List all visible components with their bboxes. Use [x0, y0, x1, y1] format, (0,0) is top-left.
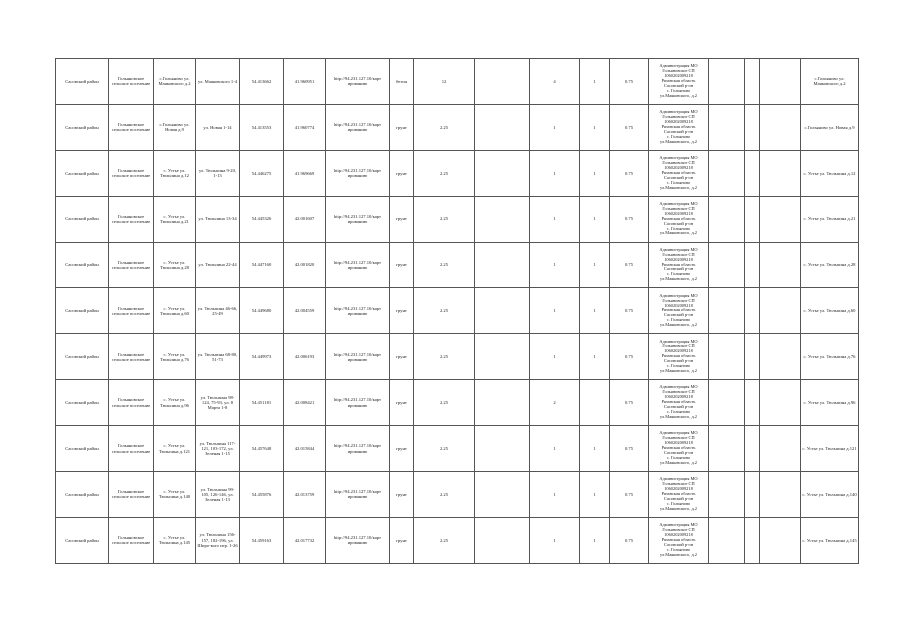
- cell-address: с. Устье ул. Тюльпина д.96: [154, 380, 196, 426]
- cell-area: 2.25: [414, 242, 475, 288]
- cell-settlement: Гольяновское сельское поселение: [109, 472, 154, 518]
- cell-admin-note: [649, 196, 709, 242]
- admin-note-line: Администрация МО: [659, 292, 698, 298]
- admin-note-line: Рязанская область: [661, 353, 696, 359]
- admin-note-line: Гольяновское СП: [662, 68, 695, 74]
- admin-note-line: Рязанская область: [661, 169, 696, 175]
- cell-address: с.Гольяново ул. Маяковского д.2: [154, 59, 196, 105]
- admin-note-line: ул.Маяковского, д.2: [660, 505, 697, 511]
- admin-note-line: ул.Маяковского, д.2: [660, 138, 697, 144]
- cell-address: с. Устье ул. Тюльпина д.140: [154, 472, 196, 518]
- cell-streets: ул. Маяковского 1-4: [196, 59, 240, 105]
- admin-note-line: ул.Маяковского, д.2: [660, 368, 697, 374]
- table-row: [56, 196, 859, 242]
- admin-note-line: Сасовский р-он: [663, 312, 694, 318]
- cell-empty: [709, 380, 745, 426]
- cell-area: 2.25: [414, 334, 475, 380]
- cell-district: Сасовский район: [56, 242, 109, 288]
- cell-empty: [475, 472, 530, 518]
- cell-lon: 42.001820: [284, 242, 326, 288]
- cell-lon: 42.017732: [284, 517, 326, 563]
- admin-note-line: Сасовский р-он: [663, 404, 694, 410]
- admin-note-line: Администрация МО: [659, 430, 698, 436]
- cell-surface: грунт: [390, 288, 414, 334]
- cell-area: 2.25: [414, 196, 475, 242]
- cell-address: с. Устье ул. Тюльпина д.12: [154, 150, 196, 196]
- cell-c2: 1: [580, 426, 610, 472]
- cell-vol: 0.75: [610, 334, 649, 380]
- cell-c2: 1: [580, 334, 610, 380]
- cell-empty: [475, 242, 530, 288]
- cell-empty: [745, 242, 760, 288]
- cell-lat: 54.447160: [240, 242, 284, 288]
- cell-lon: 41.969669: [284, 150, 326, 196]
- cell-empty: [760, 59, 801, 105]
- cell-district: Сасовский район: [56, 288, 109, 334]
- cell-empty: [475, 517, 530, 563]
- cell-empty: [745, 104, 760, 150]
- cell-streets: ул. Тюльпина 13-34: [196, 196, 240, 242]
- admin-note-line: ул.Маяковского, д.2: [660, 230, 697, 236]
- cell-lon: 42.008421: [284, 380, 326, 426]
- cell-lon: 42.013759: [284, 472, 326, 518]
- cell-url: http://94.231.127.10/карт ированию: [326, 288, 390, 334]
- cell-empty: [709, 196, 745, 242]
- cell-empty: [760, 196, 801, 242]
- table-row: [56, 472, 859, 518]
- admin-note-line: Администрация МО: [659, 63, 698, 69]
- cell-streets: ул. Тюльпина 46-66, 25-49: [196, 288, 240, 334]
- cell-c2: 1: [580, 517, 610, 563]
- cell-district: Сасовский район: [56, 426, 109, 472]
- cell-empty: [475, 196, 530, 242]
- cell-c1: 2: [530, 380, 580, 426]
- admin-note-line: 1060202009218: [664, 394, 693, 400]
- cell-owner: с.Гольяново ул. Маяковского д.2: [801, 59, 859, 105]
- cell-empty: [760, 288, 801, 334]
- admin-note-line: 1060202009218: [664, 440, 693, 446]
- admin-note-line: Рязанская область: [661, 77, 696, 83]
- admin-note-line: Администрация МО: [659, 476, 698, 482]
- cell-empty: [745, 59, 760, 105]
- admin-note-line: Рязанская область: [661, 261, 696, 267]
- cell-address: с. Устье ул. Тюльпина д.60: [154, 288, 196, 334]
- admin-note-line: ул.Маяковского, д.2: [660, 459, 697, 465]
- cell-c2: 1: [580, 150, 610, 196]
- cell-url: http://94.231.127.10/карт ированию: [326, 242, 390, 288]
- cell-lat: 54.413662: [240, 59, 284, 105]
- admin-note-line: 1060202009218: [664, 73, 693, 79]
- cell-lat: 54.413553: [240, 104, 284, 150]
- cell-streets: ул. Тюльпина 9-20, 1-13: [196, 150, 240, 196]
- cell-settlement: Гольяновское сельское поселение: [109, 104, 154, 150]
- admin-note-line: 1060202009218: [664, 118, 693, 124]
- cell-owner: с. Устье ул. Тюльпина д.140: [801, 472, 859, 518]
- cell-empty: [475, 150, 530, 196]
- admin-note-line: ул.Маяковского, д.2: [660, 92, 697, 98]
- cell-owner: с. Устье ул. Тюльпина д.121: [801, 426, 859, 472]
- cell-lon: 42.001607: [284, 196, 326, 242]
- admin-note-line: ул.Маяковского, д.2: [660, 551, 697, 557]
- cell-c1: 1: [530, 426, 580, 472]
- cell-empty: [760, 150, 801, 196]
- cell-admin-note: [649, 517, 709, 563]
- cell-c1: 1: [530, 517, 580, 563]
- admin-note-line: Рязанская область: [661, 445, 696, 451]
- table-row: [56, 426, 859, 472]
- cell-url: http://94.231.127.10/карт ированию: [326, 196, 390, 242]
- cell-empty: [709, 426, 745, 472]
- cell-lon: 41.960774: [284, 104, 326, 150]
- admin-note-line: с. Гольяново: [666, 271, 691, 277]
- cell-lon: 42.004559: [284, 288, 326, 334]
- table-body: [56, 59, 859, 564]
- cell-empty: [709, 59, 745, 105]
- cell-lat: 54.451181: [240, 380, 284, 426]
- cell-streets: ул. Тюльпина 99-105, 126-146, ул. Зеленая 1-13: [196, 472, 240, 518]
- cell-owner: с. Устье ул. Тюльпина д.76: [801, 334, 859, 380]
- cell-url: http://94.231.127.10/карт ированию: [326, 334, 390, 380]
- admin-note-line: 1060202009218: [664, 302, 693, 308]
- cell-settlement: Гольяновское сельское поселение: [109, 59, 154, 105]
- cell-district: Сасовский район: [56, 104, 109, 150]
- cell-c2: 1: [580, 104, 610, 150]
- cell-empty: [745, 472, 760, 518]
- cell-c1: 1: [530, 288, 580, 334]
- admin-note-line: 1060202009218: [664, 164, 693, 170]
- cell-url: http://94.231.127.10/карт ированию: [326, 104, 390, 150]
- cell-area: 2.25: [414, 426, 475, 472]
- cell-empty: [745, 426, 760, 472]
- cell-empty: [745, 334, 760, 380]
- cell-address: с. Устье ул. Тюльпина д.121: [154, 426, 196, 472]
- cell-streets: ул. Тюльпина 98-124, 75-93, ул. 8 Марта 1-8: [196, 380, 240, 426]
- cell-url: http://94.231.127.10/карт ированию: [326, 380, 390, 426]
- cell-admin-note: [649, 242, 709, 288]
- admin-note-line: с. Гольяново: [666, 317, 691, 323]
- cell-surface: грунт: [390, 472, 414, 518]
- cell-district: Сасовский район: [56, 334, 109, 380]
- cell-c2: [580, 380, 610, 426]
- cell-empty: [709, 334, 745, 380]
- cell-c1: 1: [530, 472, 580, 518]
- cell-area: 2.25: [414, 288, 475, 334]
- admin-note-line: Гольяновское СП: [662, 389, 695, 395]
- cell-c2: 1: [580, 288, 610, 334]
- cell-vol: 0.75: [610, 242, 649, 288]
- cell-area: 2.25: [414, 517, 475, 563]
- table-row: [56, 104, 859, 150]
- admin-note-line: Рязанская область: [661, 399, 696, 405]
- admin-note-line: с. Гольяново: [666, 454, 691, 460]
- cell-district: Сасовский район: [56, 380, 109, 426]
- cell-empty: [745, 517, 760, 563]
- admin-note-line: Гольяновское СП: [662, 114, 695, 120]
- table-row: [56, 59, 859, 105]
- admin-note-line: Гольяновское СП: [662, 251, 695, 257]
- cell-vol: 0.75: [610, 472, 649, 518]
- admin-note-line: Гольяновское СП: [662, 343, 695, 349]
- admin-note-line: с. Гольяново: [666, 133, 691, 139]
- admin-note-line: Рязанская область: [661, 307, 696, 313]
- cell-settlement: Гольяновское сельское поселение: [109, 242, 154, 288]
- cell-streets: ул. Тюльпина 68-80, 51-73: [196, 334, 240, 380]
- admin-note-line: Сасовский р-он: [663, 450, 694, 456]
- cell-c1: 1: [530, 150, 580, 196]
- admin-note-line: с. Гольяново: [666, 179, 691, 185]
- cell-streets: ул. Новая 1-14: [196, 104, 240, 150]
- cell-admin-note: [649, 59, 709, 105]
- cell-settlement: Гольяновское сельское поселение: [109, 380, 154, 426]
- cell-district: Сасовский район: [56, 196, 109, 242]
- cell-empty: [475, 59, 530, 105]
- cell-area: 2.25: [414, 380, 475, 426]
- cell-settlement: Гольяновское сельское поселение: [109, 426, 154, 472]
- admin-note-line: с. Гольяново: [666, 409, 691, 415]
- admin-note-line: Гольяновское СП: [662, 297, 695, 303]
- admin-note-line: Сасовский р-он: [663, 541, 694, 547]
- admin-note-line: Рязанская область: [661, 123, 696, 129]
- table-row: [56, 517, 859, 563]
- cell-streets: ул. Тюльпина 117-121, 103-172, ул. Зеленая 1-15: [196, 426, 240, 472]
- cell-lat: 54.455876: [240, 472, 284, 518]
- admin-note-line: Администрация МО: [659, 200, 698, 206]
- admin-note-line: с. Гольяново: [666, 363, 691, 369]
- cell-streets: ул. Тюльпина 22-44: [196, 242, 240, 288]
- cell-settlement: Гольяновское сельское поселение: [109, 517, 154, 563]
- cell-empty: [745, 380, 760, 426]
- cell-surface: грунт: [390, 196, 414, 242]
- table-row: [56, 242, 859, 288]
- table-row: [56, 380, 859, 426]
- admin-note-line: Сасовский р-он: [663, 174, 694, 180]
- cell-empty: [745, 150, 760, 196]
- cell-empty: [760, 242, 801, 288]
- cell-empty: [760, 104, 801, 150]
- admin-note-line: Гольяновское СП: [662, 159, 695, 165]
- cell-lat: 54.449973: [240, 334, 284, 380]
- cell-c1: 1: [530, 334, 580, 380]
- cell-empty: [475, 288, 530, 334]
- cell-owner: с. Устье ул. Тюльпина д.21: [801, 196, 859, 242]
- admin-note-line: Гольяновское СП: [662, 205, 695, 211]
- cell-empty: [760, 426, 801, 472]
- cell-empty: [475, 426, 530, 472]
- cell-admin-note: [649, 426, 709, 472]
- cell-url: http://94.231.127.10/карт ированию: [326, 150, 390, 196]
- admin-note-line: Администрация МО: [659, 338, 698, 344]
- cell-lat: 54.457648: [240, 426, 284, 472]
- cell-empty: [475, 334, 530, 380]
- cell-admin-note: [649, 104, 709, 150]
- cell-area: 2.25: [414, 150, 475, 196]
- cell-empty: [709, 288, 745, 334]
- cell-c2: 1: [580, 242, 610, 288]
- cell-surface: грунт: [390, 150, 414, 196]
- cell-vol: 0.75: [610, 380, 649, 426]
- cell-empty: [760, 334, 801, 380]
- admin-note-line: Администрация МО: [659, 155, 698, 160]
- cell-empty: [709, 517, 745, 563]
- cell-empty: [709, 242, 745, 288]
- cell-empty: [760, 380, 801, 426]
- cell-lat: 54.446275: [240, 150, 284, 196]
- cell-district: Сасовский район: [56, 59, 109, 105]
- admin-note-line: 1060202009218: [664, 531, 693, 537]
- cell-surface: бетон: [390, 59, 414, 105]
- cell-settlement: Гольяновское сельское поселение: [109, 196, 154, 242]
- admin-note-line: Рязанская область: [661, 215, 696, 221]
- cell-empty: [475, 104, 530, 150]
- cell-surface: грунт: [390, 242, 414, 288]
- cell-vol: 0.75: [610, 150, 649, 196]
- cell-c1: 4: [530, 59, 580, 105]
- cell-empty: [745, 196, 760, 242]
- cell-address: с. Устье ул. Тюльпина д.21: [154, 196, 196, 242]
- admin-note-line: с. Гольяново: [666, 87, 691, 93]
- cell-settlement: Гольяновское сельское поселение: [109, 150, 154, 196]
- admin-note-line: Рязанская область: [661, 536, 696, 542]
- cell-url: http://94.231.127.10/карт ированию: [326, 59, 390, 105]
- cell-empty: [760, 517, 801, 563]
- admin-note-line: с. Гольяново: [666, 500, 691, 506]
- cell-surface: грунт: [390, 334, 414, 380]
- cell-admin-note: [649, 334, 709, 380]
- cell-owner: с. Устье ул. Тюльпина д.60: [801, 288, 859, 334]
- cell-address: с. Устье ул. Тюльпина д.145: [154, 517, 196, 563]
- cell-empty: [745, 288, 760, 334]
- cell-surface: грунт: [390, 426, 414, 472]
- admin-note-line: ул.Маяковского, д.2: [660, 276, 697, 282]
- cell-url: http://94.231.127.10/карт ированию: [326, 472, 390, 518]
- admin-note-line: Сасовский р-он: [663, 82, 694, 88]
- cell-address: с.Гольяново ул. Новая д.9: [154, 104, 196, 150]
- cell-c1: 1: [530, 196, 580, 242]
- admin-note-line: Рязанская область: [661, 491, 696, 496]
- cell-surface: грунт: [390, 104, 414, 150]
- cell-lon: 42.015844: [284, 426, 326, 472]
- admin-note-line: Администрация МО: [659, 246, 698, 252]
- cell-admin-note: [649, 472, 709, 518]
- admin-note-line: Сасовский р-он: [663, 495, 694, 501]
- table-row: [56, 288, 859, 334]
- admin-note-line: с. Гольяново: [666, 546, 691, 552]
- admin-note-line: 1060202009218: [664, 256, 693, 262]
- cell-district: Сасовский район: [56, 472, 109, 518]
- cell-c1: 1: [530, 104, 580, 150]
- cell-c2: 1: [580, 196, 610, 242]
- admin-note-line: с. Гольяново: [666, 225, 691, 231]
- admin-note-line: Сасовский р-он: [663, 358, 694, 364]
- cell-c2: 1: [580, 472, 610, 518]
- cell-vol: 0.75: [610, 59, 649, 105]
- cell-empty: [475, 380, 530, 426]
- admin-note-line: ул.Маяковского, д.2: [660, 322, 697, 328]
- cell-vol: 0.75: [610, 517, 649, 563]
- admin-note-line: ул.Маяковского, д.2: [660, 184, 697, 190]
- cell-empty: [709, 150, 745, 196]
- admin-note-line: Гольяновское СП: [662, 481, 695, 487]
- cell-vol: 0.75: [610, 104, 649, 150]
- cell-owner: с.Гольяново ул. Новая д.9: [801, 104, 859, 150]
- cell-lon: 41.960951: [284, 59, 326, 105]
- cell-admin-note: [649, 380, 709, 426]
- admin-note-line: Администрация МО: [659, 384, 698, 390]
- table-row: [56, 334, 859, 380]
- cell-area: 2.25: [414, 104, 475, 150]
- cell-c2: 1: [580, 59, 610, 105]
- cell-surface: грунт: [390, 380, 414, 426]
- admin-note-line: Гольяновское СП: [662, 527, 695, 533]
- cell-streets: ул. Тюльпина 156-157, 182-196, ул. Широ-кого пер. 1-26: [196, 517, 240, 563]
- cell-lat: 54.459163: [240, 517, 284, 563]
- cell-district: Сасовский район: [56, 517, 109, 563]
- admin-note-line: ул.Маяковского, д.2: [660, 413, 697, 419]
- cell-surface: грунт: [390, 517, 414, 563]
- cell-empty: [760, 472, 801, 518]
- admin-note-line: Администрация МО: [659, 522, 698, 528]
- admin-note-line: Сасовский р-он: [663, 220, 694, 226]
- cell-address: с. Устье ул. Тюльпина д.76: [154, 334, 196, 380]
- cell-area: 12: [414, 59, 475, 105]
- table-row: [56, 150, 859, 196]
- cell-url: http://94.231.127.10/карт ированию: [326, 426, 390, 472]
- cell-area: 2.25: [414, 472, 475, 518]
- admin-note-line: Гольяновское СП: [662, 435, 695, 441]
- admin-note-line: 1060202009218: [664, 348, 693, 354]
- waste-sites-table: [55, 58, 859, 564]
- cell-empty: [709, 104, 745, 150]
- cell-vol: 0.75: [610, 196, 649, 242]
- admin-note-line: Сасовский р-он: [663, 266, 694, 272]
- cell-admin-note: [649, 288, 709, 334]
- cell-url: http://94.231.127.10/карт ированию: [326, 517, 390, 563]
- admin-note-line: 1060202009218: [664, 210, 693, 216]
- cell-lat: 54.449680: [240, 288, 284, 334]
- cell-c1: 1: [530, 242, 580, 288]
- cell-owner: с. Устье ул. Тюльпина д.145: [801, 517, 859, 563]
- cell-vol: 0.75: [610, 288, 649, 334]
- admin-note-line: 1060202009218: [664, 486, 693, 492]
- cell-settlement: Гольяновское сельское поселение: [109, 288, 154, 334]
- cell-owner: с. Устье ул. Тюльпина д.96: [801, 380, 859, 426]
- cell-empty: [709, 472, 745, 518]
- admin-note-line: Сасовский р-он: [663, 128, 694, 134]
- cell-district: Сасовский район: [56, 150, 109, 196]
- cell-vol: 0.75: [610, 426, 649, 472]
- cell-admin-note: [649, 150, 709, 196]
- cell-settlement: Гольяновское сельское поселение: [109, 334, 154, 380]
- cell-lon: 42.006193: [284, 334, 326, 380]
- cell-lat: 54.445326: [240, 196, 284, 242]
- cell-address: с. Устье ул. Тюльпина д.28: [154, 242, 196, 288]
- admin-note-line: Администрация МО: [659, 109, 698, 115]
- cell-owner: с. Устье ул. Тюльпина д.12: [801, 150, 859, 196]
- cell-owner: с. Устье ул. Тюльпина д.28: [801, 242, 859, 288]
